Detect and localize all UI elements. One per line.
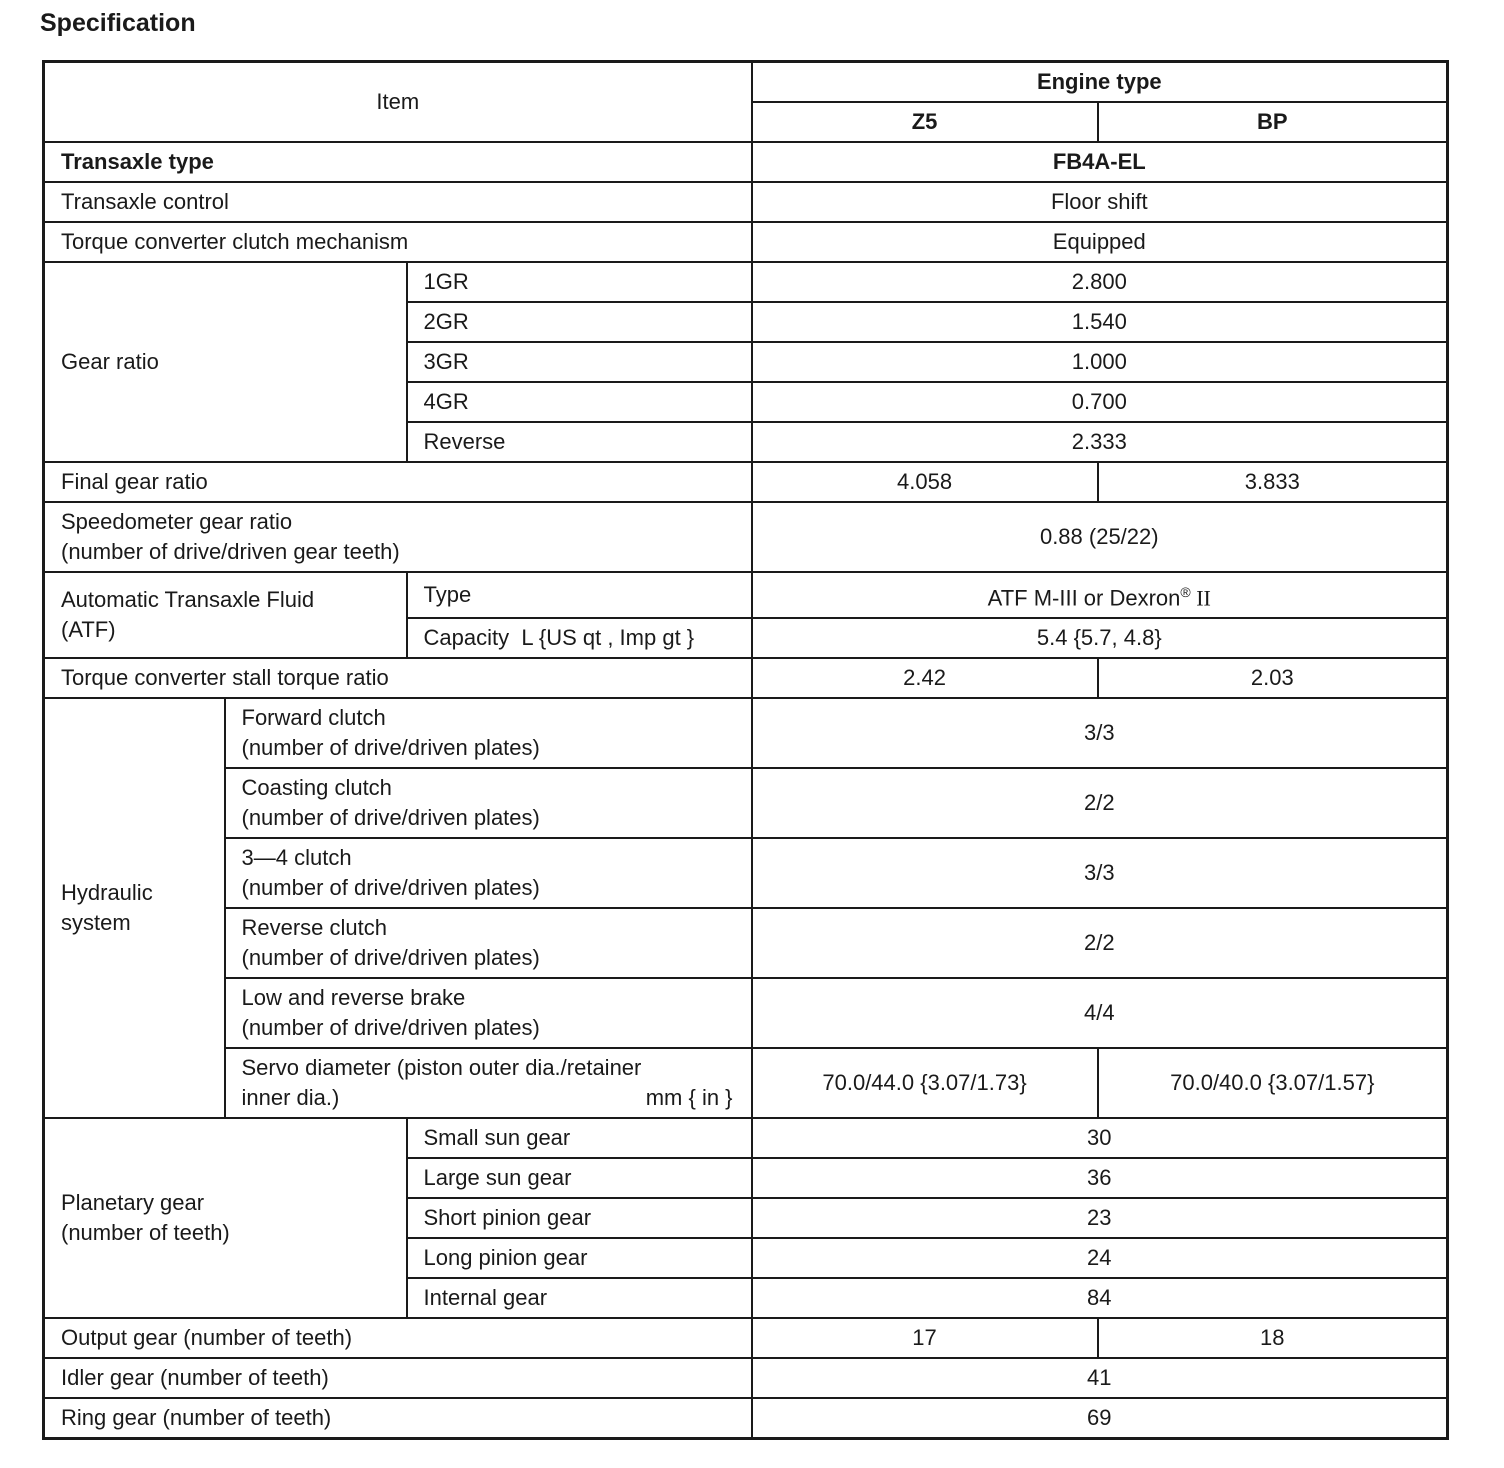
label-line: Forward clutch (241, 705, 386, 731)
row-value: 23 (752, 1198, 1448, 1238)
table-row (44, 978, 1448, 1048)
sub-label: Small sun gear (407, 1118, 752, 1158)
row-value: 3/3 (752, 838, 1448, 908)
table-row (44, 698, 1448, 768)
label-line: Low and reverse brake (241, 985, 466, 1011)
group-label: Gear ratio (44, 262, 407, 462)
row-value: 1.540 (752, 302, 1448, 342)
header-engine-type: Engine type (752, 62, 1448, 103)
row-value: 2.800 (752, 262, 1448, 302)
sub-label: 3GR (407, 342, 752, 382)
row-label: Final gear ratio (44, 462, 752, 502)
row-value: FB4A-EL (752, 142, 1448, 182)
registered-mark: ® (1180, 584, 1191, 600)
label-line: (number of teeth) (61, 1220, 230, 1246)
label-line: (number of drive/driven gear teeth) (61, 539, 400, 564)
row-value: 0.700 (752, 382, 1448, 422)
header-z5: Z5 (752, 102, 1098, 142)
value-bp: 2.03 (1098, 658, 1448, 698)
row-label: Transaxle control (44, 182, 752, 222)
label-line: (number of drive/driven plates) (241, 805, 540, 831)
header-bp: BP (1098, 102, 1448, 142)
value-z5: 4.058 (752, 462, 1098, 502)
table-row (44, 1048, 1448, 1118)
row-value: 3/3 (752, 698, 1448, 768)
row-label: Idler gear (number of teeth) (44, 1358, 752, 1398)
sub-label: 1GR (407, 262, 752, 302)
row-value: Equipped (752, 222, 1448, 262)
label-line: Hydraulic (61, 880, 153, 906)
atf-type-suffix: II (1190, 585, 1211, 611)
row-value: 2/2 (752, 768, 1448, 838)
value-z5: 2.42 (752, 658, 1098, 698)
atf-type-text: ATF M-III or Dexron (987, 585, 1181, 611)
table-row (44, 502, 1448, 572)
label-line: (number of drive/driven plates) (241, 875, 540, 901)
row-value: 2/2 (752, 908, 1448, 978)
table-row (44, 262, 1448, 302)
sub-label (225, 1048, 752, 1118)
sub-label: Internal gear (407, 1278, 752, 1318)
table-row (44, 908, 1448, 978)
sub-label: 4GR (407, 382, 752, 422)
group-label (44, 698, 225, 1118)
sub-label (225, 768, 752, 838)
label-line: Coasting clutch (241, 775, 392, 801)
table-row (44, 1118, 1448, 1158)
row-value: 24 (752, 1238, 1448, 1278)
row-value: 4/4 (752, 978, 1448, 1048)
table-row (44, 1398, 1448, 1439)
table-row (44, 462, 1448, 502)
specification-table (42, 60, 1449, 1440)
label-line: Reverse clutch (241, 915, 388, 941)
label-line: Speedometer gear ratio (61, 509, 293, 534)
row-value: 30 (752, 1118, 1448, 1158)
row-value: 69 (752, 1398, 1448, 1439)
label-line: system (61, 910, 131, 936)
sub-label (225, 908, 752, 978)
label-line: Planetary gear (61, 1190, 205, 1216)
table-row (44, 222, 1448, 262)
row-value: 41 (752, 1358, 1448, 1398)
sub-label: Long pinion gear (407, 1238, 752, 1278)
row-value: 1.000 (752, 342, 1448, 382)
row-value: 36 (752, 1158, 1448, 1198)
sub-label: Reverse (407, 422, 752, 462)
row-label: Ring gear (number of teeth) (44, 1398, 752, 1439)
row-label: Torque converter clutch mechanism (44, 222, 752, 262)
label-line (242, 1083, 743, 1113)
sub-label: 2GR (407, 302, 752, 342)
table-row (44, 572, 1448, 618)
group-label (44, 572, 407, 658)
row-label: Transaxle type (44, 142, 752, 182)
row-value: 5.4 {5.7, 4.8} (752, 618, 1448, 658)
row-value: Floor shift (752, 182, 1448, 222)
row-value: 0.88 (25/22) (752, 502, 1448, 572)
value-z5: 70.0/44.0 {3.07/1.73} (752, 1048, 1098, 1118)
table-row (44, 1358, 1448, 1398)
label-line: 3—4 clutch (241, 845, 352, 871)
label-line: (ATF) (61, 617, 116, 643)
row-value: 84 (752, 1278, 1448, 1318)
label-line: Automatic Transaxle Fluid (61, 587, 315, 613)
page-title: Specification (40, 9, 196, 37)
table-row (44, 658, 1448, 698)
sub-label: Large sun gear (407, 1158, 752, 1198)
table-row (44, 182, 1448, 222)
sub-label: Type (407, 572, 752, 618)
table-row (44, 1318, 1448, 1358)
servo-label-text: inner dia.) (241, 1085, 340, 1111)
header-row (44, 62, 1448, 103)
row-label: Output gear (number of teeth) (44, 1318, 752, 1358)
label-line: (number of drive/driven plates) (241, 945, 540, 971)
value-bp: 18 (1098, 1318, 1448, 1358)
row-label (44, 502, 752, 572)
table-row (44, 768, 1448, 838)
value-z5: 17 (752, 1318, 1098, 1358)
label-line: (number of drive/driven plates) (241, 735, 540, 761)
sub-label: Short pinion gear (407, 1198, 752, 1238)
sub-label (225, 978, 752, 1048)
label-line: Servo diameter (piston outer dia./retainer (241, 1055, 642, 1081)
table-row (44, 142, 1448, 182)
sub-label (225, 698, 752, 768)
row-value: 2.333 (752, 422, 1448, 462)
sub-label (225, 838, 752, 908)
row-value (752, 572, 1448, 618)
header-item: Item (44, 62, 752, 143)
group-label (44, 1118, 407, 1318)
value-bp: 3.833 (1098, 462, 1448, 502)
value-bp: 70.0/40.0 {3.07/1.57} (1098, 1048, 1448, 1118)
sub-label: Capacity L {US qt , Imp gt } (407, 618, 752, 658)
servo-unit: mm { in } (645, 1085, 733, 1111)
row-label: Torque converter stall torque ratio (44, 658, 752, 698)
table-row (44, 838, 1448, 908)
label-line: (number of drive/driven plates) (241, 1015, 540, 1041)
